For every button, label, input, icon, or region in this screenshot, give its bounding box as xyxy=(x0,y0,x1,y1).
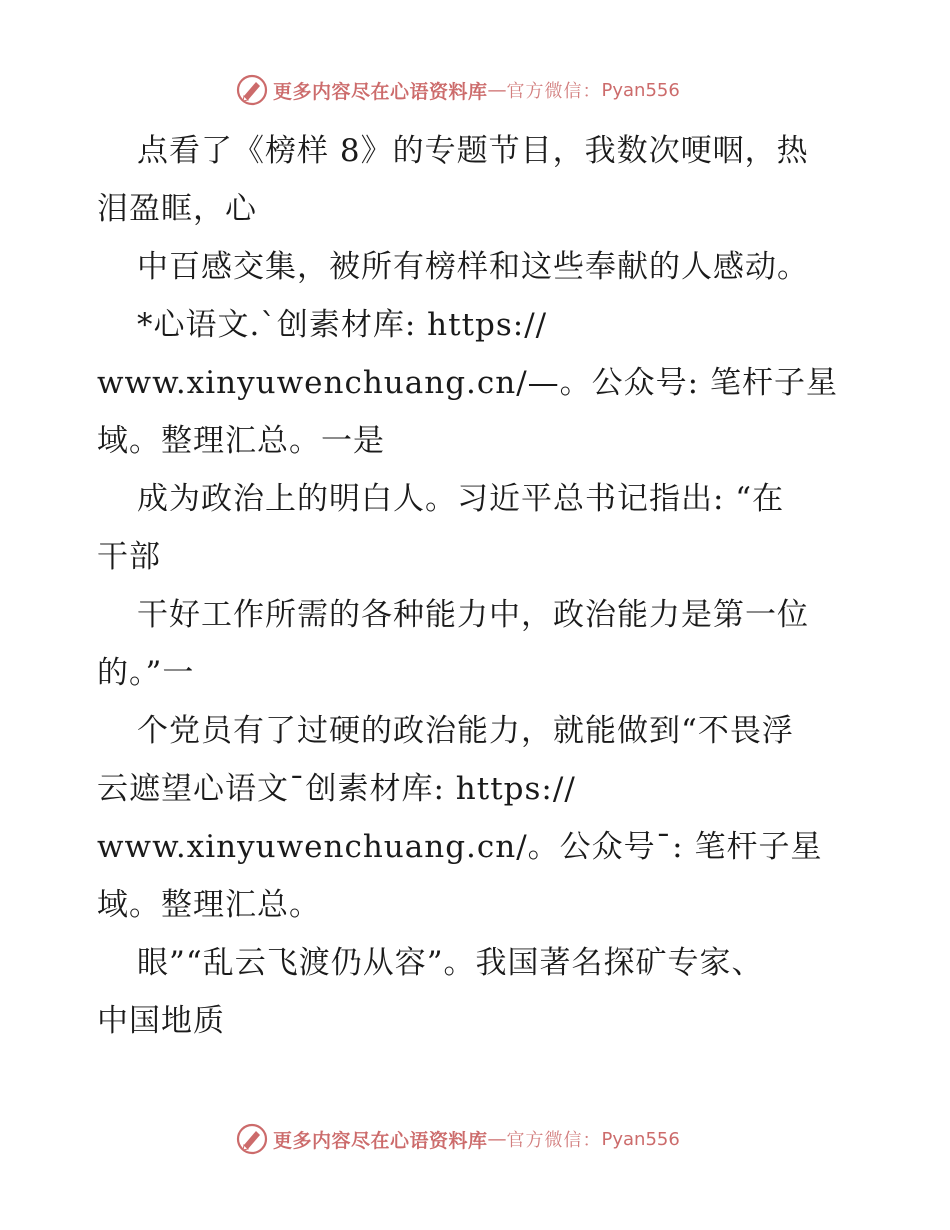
banner-dash: — xyxy=(487,79,507,101)
text-line: *心语文.`创素材库: https:// xyxy=(137,307,548,343)
pen-logo-icon xyxy=(235,1122,269,1156)
banner-subtitle: 官方微信： xyxy=(506,1130,602,1151)
text-line: 中百感交集，被所有榜样和这些奉献的人感动。 xyxy=(137,249,809,285)
pen-logo-icon xyxy=(235,73,269,107)
text-line: www.xinyuwenchuang.cn/。公众号¯: 笔杆子星 xyxy=(97,829,823,865)
text-line: 眼”“乱云飞渡仍从容”。我国著名探矿专家、 xyxy=(137,945,764,981)
text-line: 的。”一 xyxy=(97,655,195,691)
text-line: 点看了《榜样 8》的专题节目，我数次哽咽，热 xyxy=(137,133,809,169)
text-line: 个党员有了过硬的政治能力，就能做到“不畏浮 xyxy=(137,713,794,749)
text-line: 域。整理汇总。一是 xyxy=(97,423,385,459)
header-banner xyxy=(235,72,680,108)
banner-title: 更多内容尽在心语资料库 xyxy=(273,1129,488,1152)
text-line: 域。整理汇总。 xyxy=(97,887,321,923)
text-line: 中国地质 xyxy=(97,1003,225,1039)
text-line: 泪盈眶，心 xyxy=(97,191,257,227)
footer-banner xyxy=(235,1121,680,1157)
banner-handle: Pyan556 xyxy=(601,79,680,101)
text-line: 云遮望心语文¯创素材库: https:// xyxy=(97,771,576,807)
text-line: www.xinyuwenchuang.cn/—。公众号: 笔杆子星 xyxy=(97,365,838,401)
banner-handle: Pyan556 xyxy=(601,1128,680,1150)
document-body xyxy=(97,122,867,1050)
text-line: 干部 xyxy=(97,539,161,575)
banner-dash: — xyxy=(487,1128,507,1150)
text-line: 干好工作所需的各种能力中，政治能力是第一位 xyxy=(137,597,809,633)
banner-subtitle: 官方微信： xyxy=(506,81,602,102)
banner-title: 更多内容尽在心语资料库 xyxy=(273,80,488,103)
text-line: 成为政治上的明白人。习近平总书记指出: “在 xyxy=(137,481,785,517)
